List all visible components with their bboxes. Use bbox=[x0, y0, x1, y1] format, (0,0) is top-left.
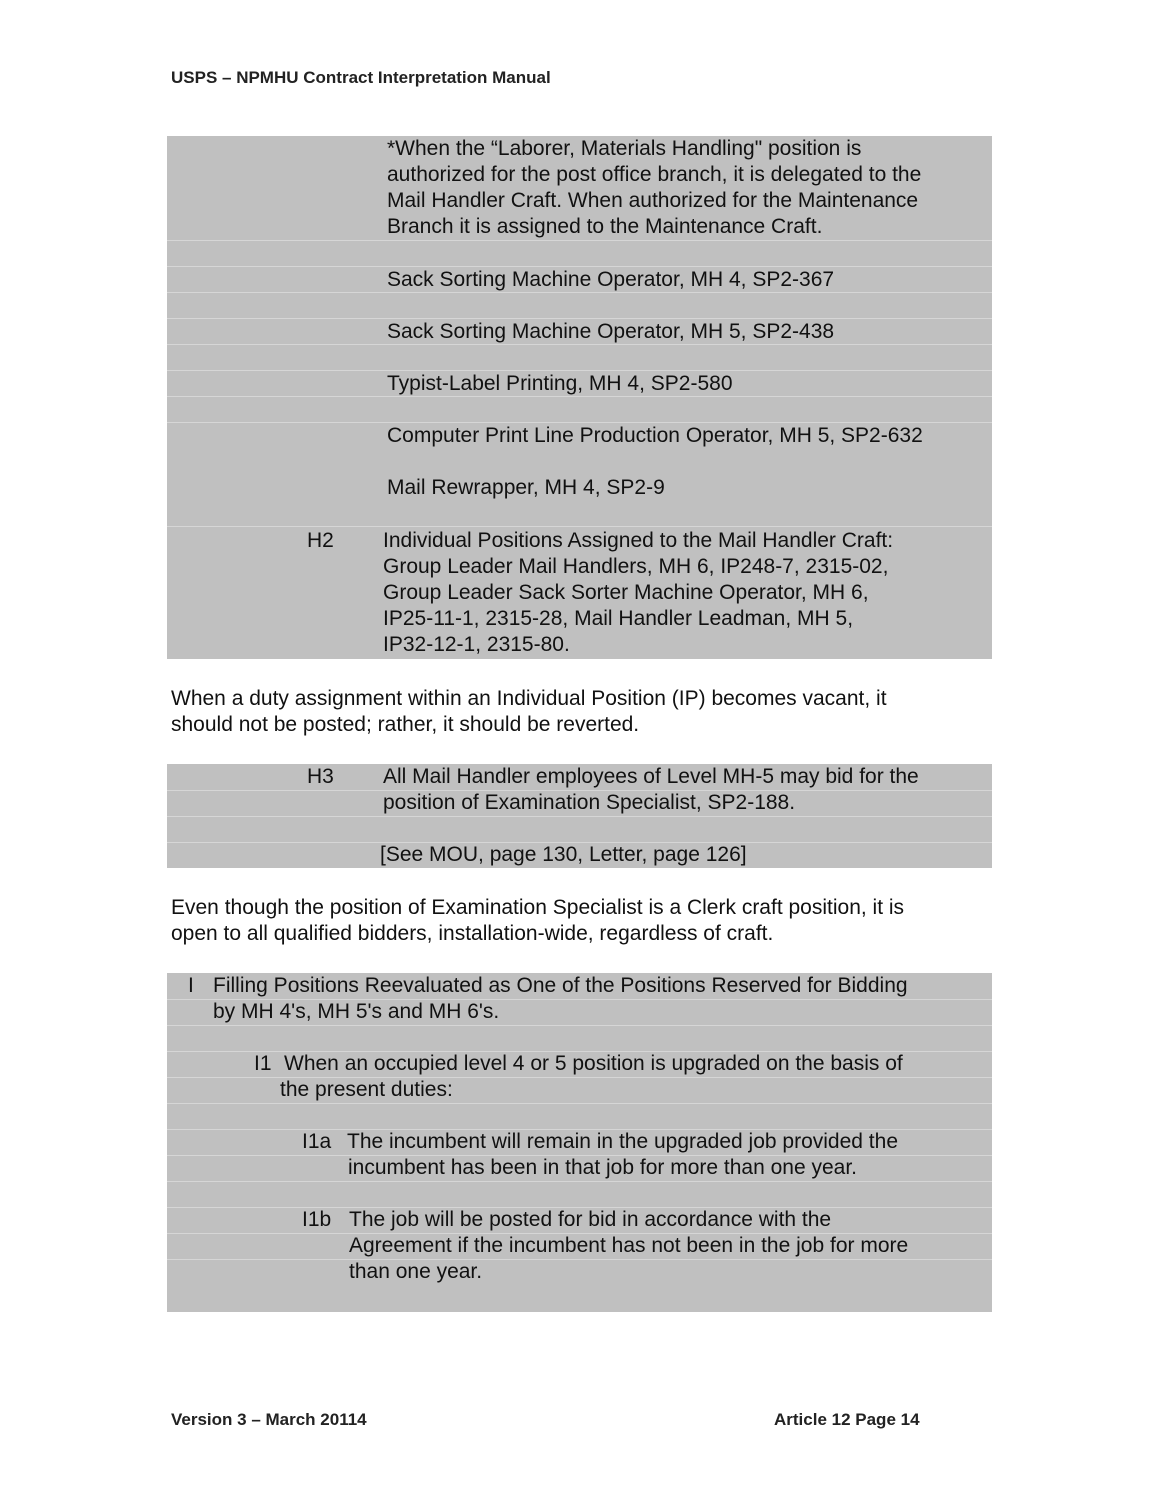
page-header-title: USPS – NPMHU Contract Interpretation Manual bbox=[171, 68, 551, 87]
body-paragraph-line: Even though the position of Examination Specialist is a Clerk craft position, it is bbox=[171, 896, 905, 919]
row-divider bbox=[167, 526, 992, 527]
row-divider bbox=[167, 1181, 992, 1182]
laborer-note-line: authorized for the post office branch, it is delegated to the bbox=[387, 163, 922, 186]
i1a-text-line: incumbent has been in that job for more than one year. bbox=[348, 1156, 857, 1179]
section-label-h2: H2 bbox=[307, 529, 334, 552]
h2-text-line: Individual Positions Assigned to the Mail Handler Craft: bbox=[383, 529, 894, 552]
h2-text-line: Group Leader Mail Handlers, MH 6, IP248-7, 2315-02, bbox=[383, 555, 889, 578]
position-item: Mail Rewrapper, MH 4, SP2-9 bbox=[387, 476, 665, 499]
i-text-line: by MH 4's, MH 5's and MH 6's. bbox=[213, 1000, 500, 1023]
position-item: Computer Print Line Production Operator, MH 5, SP2-632 bbox=[387, 424, 923, 447]
laborer-note-line: Branch it is assigned to the Maintenance Craft. bbox=[387, 215, 823, 238]
laborer-note-line: Mail Handler Craft. When authorized for the Maintenance bbox=[387, 189, 919, 212]
section-label-i1a: I1a bbox=[302, 1130, 332, 1153]
section-label-i: I bbox=[188, 974, 194, 997]
section-label-h3: H3 bbox=[307, 765, 334, 788]
i1b-text-line: Agreement if the incumbent has not been in the job for more bbox=[349, 1234, 909, 1257]
footer-version: Version 3 – March 20114 bbox=[171, 1410, 367, 1429]
footer-page-number: Article 12 Page 14 bbox=[774, 1410, 920, 1429]
row-divider bbox=[167, 240, 992, 241]
h2-text-line: IP25-11-1, 2315-28, Mail Handler Leadman, MH 5, bbox=[383, 607, 854, 630]
i-text-line: Filling Positions Reevaluated as One of the Positions Reserved for Bidding bbox=[213, 974, 908, 997]
h3-text-line: position of Examination Specialist, SP2-188. bbox=[383, 791, 796, 814]
position-item: Sack Sorting Machine Operator, MH 5, SP2-438 bbox=[387, 320, 835, 343]
h3-text-line: All Mail Handler employees of Level MH-5 may bid for the bbox=[383, 765, 919, 788]
section-label-i1b: I1b bbox=[302, 1208, 332, 1231]
i1-text-line: When an occupied level 4 or 5 position is upgraded on the basis of bbox=[284, 1052, 903, 1075]
h3-block bbox=[167, 764, 992, 868]
row-divider bbox=[167, 1259, 992, 1260]
position-item: Sack Sorting Machine Operator, MH 4, SP2-367 bbox=[387, 268, 835, 291]
row-divider bbox=[167, 816, 992, 817]
h2-text-line: Group Leader Sack Sorter Machine Operator, MH 6, bbox=[383, 581, 869, 604]
laborer-note-line: *When the “Laborer, Materials Handling" position is bbox=[387, 137, 862, 160]
section-label-i1: I1 bbox=[254, 1052, 272, 1075]
i1-text-line: the present duties: bbox=[280, 1078, 453, 1101]
see-reference: [See MOU, page 130, Letter, page 126] bbox=[380, 843, 747, 866]
body-paragraph-line: should not be posted; rather, it should be reverted. bbox=[171, 713, 640, 736]
h2-text-line: IP32-12-1, 2315-80. bbox=[383, 633, 570, 656]
i1b-text-line: than one year. bbox=[349, 1260, 483, 1283]
filling-positions-block bbox=[167, 973, 992, 1312]
positions-block bbox=[167, 136, 992, 659]
i1b-text-line: The job will be posted for bid in accordance with the bbox=[349, 1208, 832, 1231]
body-paragraph-line: When a duty assignment within an Individual Position (IP) becomes vacant, it bbox=[171, 687, 887, 710]
row-divider bbox=[167, 1025, 992, 1026]
body-paragraph-line: open to all qualified bidders, installation-wide, regardless of craft. bbox=[171, 922, 774, 945]
i1a-text-line: The incumbent will remain in the upgraded job provided the bbox=[347, 1130, 898, 1153]
row-divider bbox=[167, 1103, 992, 1104]
position-item: Typist-Label Printing, MH 4, SP2-580 bbox=[387, 372, 733, 395]
